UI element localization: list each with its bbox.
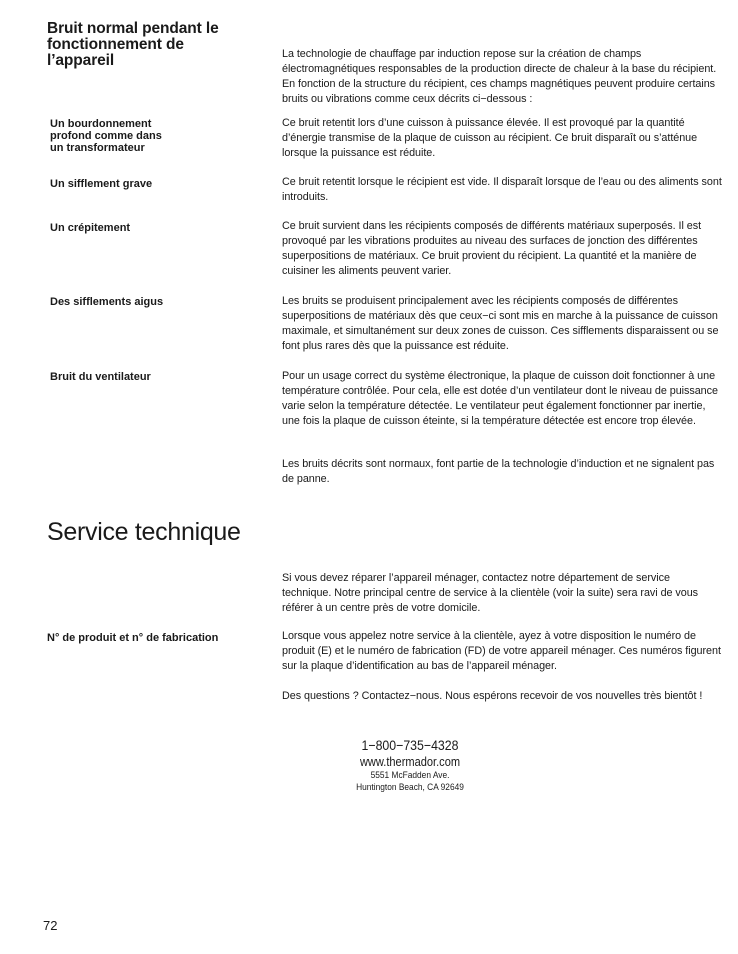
noise-text-high-whistle: Les bruits se produisent principalement avec les récipients composés de différentes superpositions de matériaux dès que ceux−ci sont mis en marche à la puissance de cuisson maximale, et simultanément sur deux zones de cuisson. Ces sifflements disparaissent ou se font plus rares dès que la puissance est réduite.: [282, 295, 719, 352]
noise-label-high-whistle: [50, 296, 230, 308]
product-number-label: N° de produit et n° de fabrication: [47, 632, 219, 644]
label-line: Des sifflements aigus: [50, 296, 164, 308]
label-line: Un bourdonnement: [50, 118, 152, 130]
page-number: 72: [43, 918, 58, 933]
phone-number[interactable]: 1−800−735−4328: [361, 737, 459, 753]
product-number-text: Lorsque vous appelez notre service à la clientèle, ayez à votre disposition le numéro de produit (E) et le numéro de fabrication (FD) de votre appareil ménager. Ces numéros figurent sur la plaque d’identification au bas de l’appareil ménager.: [282, 630, 721, 672]
heading-line: l’appareil: [47, 52, 115, 69]
service-intro: Si vous devez réparer l’appareil ménager, contactez notre département de service technique. Notre principal centre de service à la clientèle (voir la suite) sera ravi de vous référer à un centre près de votre domicile.: [282, 572, 699, 614]
questions-text: Des questions ? Contactez−nous. Nous espérons recevoir de vos nouvelles très bientôt !: [282, 690, 703, 702]
noise-text-hum: Ce bruit retentit lors d’une cuisson à puissance élevée. Il est provoqué par la quantité d’énergie transmise de la plaque de cuisson au récipient. Ce bruit disparaît ou s’atténue lorsque la puissance est réduite.: [282, 117, 698, 159]
label-line: Un sifflement grave: [50, 178, 153, 190]
address-line: 5551 McFadden Ave.: [370, 770, 450, 781]
label-line: profond comme dans: [50, 130, 162, 142]
noise-text-crackling: Ce bruit survient dans les récipients composés de différents matériaux superposés. Il est provoqué par les vibrations produites au niveau des surfaces de jonction des différentes superpositions de matériaux. Ce bruit provient du récipient. La quantité et la manière de cuisiner les aliments peuvent varier.: [282, 220, 702, 277]
noise-label-crackling: [50, 222, 230, 234]
noise-label-low-whistle: [50, 178, 230, 190]
heading-line: fonctionnement de: [47, 36, 184, 53]
section-heading-noise: [47, 21, 247, 69]
label-line: Bruit du ventilateur: [50, 371, 151, 383]
heading-line: Bruit normal pendant le: [47, 20, 219, 37]
noise-conclusion: Les bruits décrits sont normaux, font partie de la technologie d’induction et ne signalent pas de panne.: [282, 458, 715, 485]
noise-label-hum: [50, 118, 230, 154]
label-line: Un crépitement: [50, 222, 131, 234]
noise-text-fan: Pour un usage correct du système électronique, la plaque de cuisson doit fonctionner à une température contrôlée. Pour cela, elle est dotée d’un ventilateur dont le niveau de puissance varie selon la température détectée. Le ventilateur peut également fonctionner par inertie, une fois la plaque de cuisson éteinte, si la température détectée est encore trop élevée.: [282, 370, 718, 427]
section-heading-service: Service technique: [47, 518, 241, 546]
address-line: Huntington Beach, CA 92649: [356, 782, 464, 793]
label-line: un transformateur: [50, 142, 145, 154]
noise-label-fan: [50, 371, 230, 383]
website-link[interactable]: www.thermador.com: [359, 754, 461, 769]
noise-intro: La technologie de chauffage par induction repose sur la création de champs électromagnétiques responsables de la production directe de chaleur à la base du récipient. En fonction de la structure du récipient, ces champs magnétiques peuvent produire certains bruits ou vibrations comme ceux décrits ci−dessous :: [282, 48, 717, 105]
noise-text-low-whistle: Ce bruit retentit lorsque le récipient est vide. Il disparaît lorsque de l’eau ou des aliments sont introduits.: [282, 176, 722, 203]
contact-block: [300, 737, 520, 794]
